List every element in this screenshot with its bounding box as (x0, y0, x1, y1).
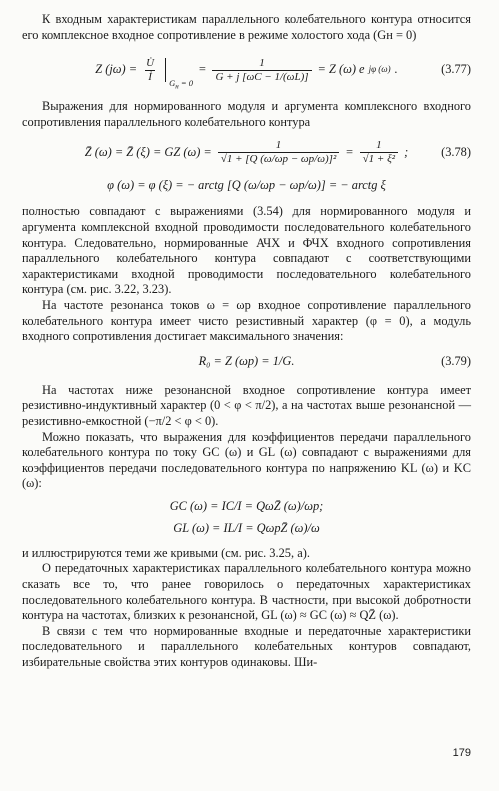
equation-3-78: Z̄ (ω) = Z̄ (ξ) = GZ (ω) = $\frac{1}{\text{√1 + [Q (ω/ωр − ωр/ω)]²}}$ = $\frac{1}{\text{√1 + ξ²}}$ ; (3.78) (84, 138, 471, 165)
equation-3-77: Z (jω) = $\frac{U̇}{İ}$ $G_н = 0$ = $\frac{1}{G + j [\omega C - 1/(\omega L)]}$ = Z (ω) e jφ (ω) . (3.77) (95, 56, 471, 91)
paragraph-intro: К входным характеристикам параллельного колебательного контура относится его комплексное входное сопротивление в режиме холостого хода (Gн = 0) (22, 12, 471, 42)
equation-gl: GL (ω) = IL/I = QωрZ̄ (ω)/ω (173, 521, 320, 536)
equation-number-3-78: (3.78) (441, 144, 471, 159)
eq377-frac-admittance: $\frac{1}{G + j [\omega C - 1/(\omega L)]}$ (212, 57, 311, 84)
equation-gc: GC (ω) = IC/I = QωZ̄ (ω)/ωр; (169, 499, 324, 514)
paragraph-coincide: полностью совпадают с выражениями (3.54) для нормированного модуля и аргумента комплексной входной проводимости последовательного колебательного контура. Следовательно, нормированные АЧХ и ФЧХ входного сопротивления параллельного колебательного контура совпадают с соответствующими характеристиками входной проводимости последовательного колебательного контура (см. рис. 3.22, 3.23). (22, 204, 471, 297)
eq377-frac-ui: $\frac{U̇}{İ}$ (146, 56, 155, 83)
equation-3-79: R₀ = Z (ωр) = 1/G. (3.79) (198, 353, 471, 368)
paragraph-illustrated: и иллюстрируются теми же кривыми (см. рис. 3.25, а). (22, 545, 310, 560)
equation-number-3-79: (3.79) (441, 353, 471, 368)
paragraph-frequencies: На частотах ниже резонансной входное сопротивление контура имеет резистивно-индуктивный характер (0 < φ < π/2), а на частотах выше резонансной — резистивно-емкостной (−π/2 < φ < 0). (22, 382, 471, 428)
paragraph-selectivity: В связи с тем что нормированные входные и передаточные характеристики последовательного и параллельного колебательных контуров совпадают, избирательные свойства этих контуров одинаковы. Ши- (22, 623, 471, 670)
paragraph-resonance: На частоте резонанса токов ω = ωр входное сопротивление параллельного колебательного контура имеет чисто резистивный характер (φ = 0), а модуль входного сопротивления достигает максимального значения: (22, 297, 471, 344)
eq377-eval-bar: $G_н = 0$ (165, 58, 166, 82)
equation-number-3-77: (3.77) (441, 62, 471, 77)
eq377-lhs: Z (jω) = (95, 62, 138, 77)
paragraph-normalized: Выражения для нормированного модуля и аргумента комплексного входного сопротивления параллельного колебательного контура (22, 99, 471, 129)
page-body (22, 12, 471, 671)
paragraph-transfer-characteristics: О передаточных характеристиках параллельного колебательного контура можно сказать все то, что ранее говорилось о передаточных характеристиках последовательного колебательного контура. В частности, при высокой добротности контура на частотах, близких к резонансной, GL (ω) ≈ GC (ω) ≈ QZ̄ (ω). (22, 561, 471, 623)
page-number: 179 (452, 747, 471, 759)
paragraph-transfer: Можно показать, что выражения для коэффициентов передачи параллельного колебательного контура по току GC (ω) и GL (ω) совпадают с выражениями для коэффициентов передачи последовательного контура по напряжению KL (ω) и KC (ω): (22, 429, 471, 491)
equation-phase: φ (ω) = φ (ξ) = − arctg [Q (ω/ωр − ωр/ω)] = − arctg ξ (107, 177, 386, 192)
